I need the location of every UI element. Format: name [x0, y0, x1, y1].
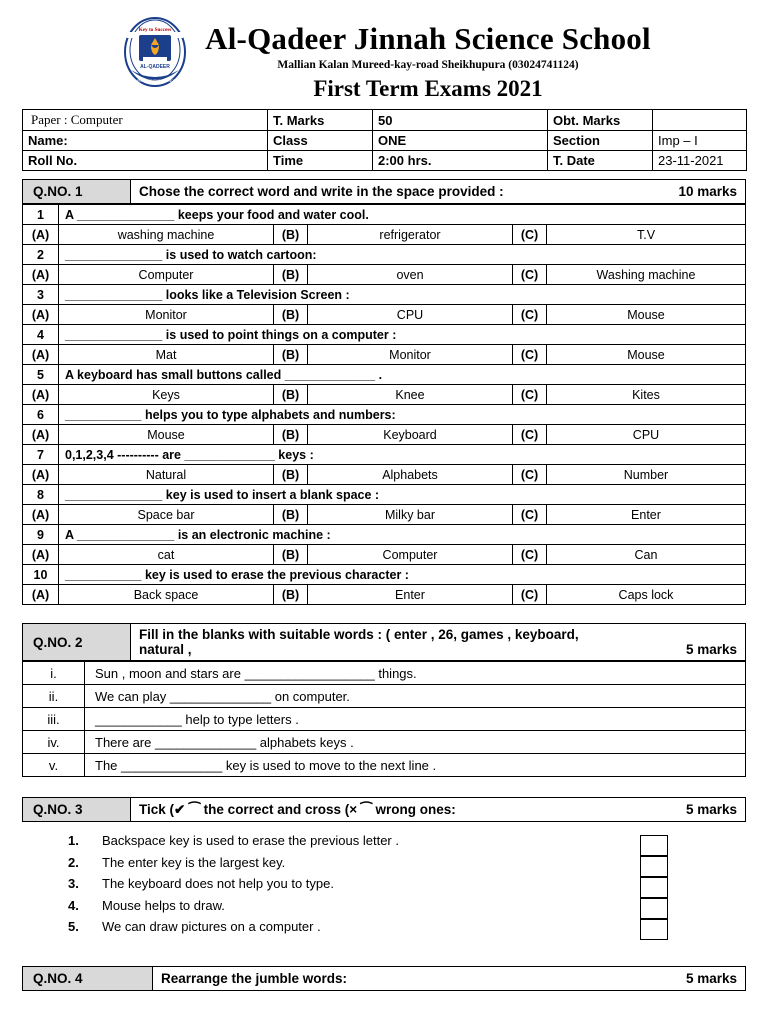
option-value[interactable]: Natural — [59, 465, 274, 485]
question-number: 5 — [23, 365, 59, 385]
option-key: (C) — [513, 585, 547, 605]
question-number: 2 — [23, 245, 59, 265]
option-key: (C) — [513, 545, 547, 565]
item-number: ii. — [23, 685, 85, 708]
table-row — [23, 966, 746, 990]
table-row — [23, 708, 746, 731]
svg-text:AL-QADEER: AL-QADEER — [140, 64, 171, 70]
option-value[interactable]: Mouse — [59, 425, 274, 445]
question-stem: ______________ key is used to insert a blank space : — [59, 485, 746, 505]
svg-text:A ROOF OF EXCELLENCE: A ROOF OF EXCELLENCE — [134, 79, 177, 83]
answer-box[interactable] — [640, 919, 668, 940]
table-row — [23, 405, 746, 425]
table-row — [23, 525, 746, 545]
question-stem: ______________ looks like a Television Screen : — [59, 285, 746, 305]
option-value[interactable]: Monitor — [59, 305, 274, 325]
obtained-marks-value[interactable] — [653, 110, 747, 131]
item-text: Mouse helps to draw. — [102, 897, 225, 913]
q2-instruction-line2-text: natural , — [139, 642, 192, 658]
table-row — [23, 305, 746, 325]
item-number: 4. — [68, 897, 79, 913]
option-value[interactable]: Kites — [547, 385, 746, 405]
option-key: (A) — [23, 465, 59, 485]
table-row — [23, 545, 746, 565]
item-number: iv. — [23, 731, 85, 754]
svg-text:Key to Success: Key to Success — [138, 27, 172, 33]
table-row — [23, 225, 746, 245]
question-1-table — [22, 204, 746, 605]
table-row — [23, 505, 746, 525]
q1-instruction-text: Chose the correct word and write in the space provided : — [139, 184, 504, 200]
student-info-table — [22, 109, 747, 171]
table-row — [23, 731, 746, 754]
option-value[interactable]: CPU — [308, 305, 513, 325]
q4-instruction-text: Rearrange the jumble words: — [161, 970, 348, 986]
table-row — [23, 151, 747, 171]
option-value[interactable]: Milky bar — [308, 505, 513, 525]
option-value[interactable]: Number — [547, 465, 746, 485]
table-row — [23, 345, 746, 365]
option-value[interactable]: Keys — [59, 385, 274, 405]
question-stem: ___________ key is used to erase the previous character : — [59, 565, 746, 585]
item-text: We can draw pictures on a computer . — [102, 919, 321, 935]
option-value[interactable]: Computer — [59, 265, 274, 285]
question-stem: ___________ helps you to type alphabets and numbers: — [59, 405, 746, 425]
q3-instruction — [131, 798, 746, 822]
table-row — [23, 662, 746, 685]
question-stem: A ______________ keeps your food and water cool. — [59, 205, 746, 225]
table-row — [23, 245, 746, 265]
item-text[interactable]: Sun , moon and stars are __________________ things. — [85, 662, 746, 685]
option-key: (A) — [23, 225, 59, 245]
option-key: (A) — [23, 585, 59, 605]
name-label: Name: — [23, 131, 268, 151]
q2-instruction-line2 — [139, 642, 737, 657]
header-text-block — [205, 16, 651, 102]
q3-label: Q.NO. 3 — [23, 798, 131, 822]
option-key: (C) — [513, 425, 547, 445]
question-3-list — [22, 830, 746, 938]
time-value: 2:00 hrs. — [373, 151, 548, 171]
option-value[interactable]: Mouse — [547, 305, 746, 325]
q2-marks: 5 marks — [685, 642, 737, 658]
q4-label: Q.NO. 4 — [23, 966, 153, 990]
section-label: Section — [548, 131, 653, 151]
question-stem: 0,1,2,3,4 ---------- are _____________ keys : — [59, 445, 746, 465]
option-key: (C) — [513, 385, 547, 405]
item-number: v. — [23, 754, 85, 777]
question-number: 6 — [23, 405, 59, 425]
option-key: (C) — [513, 265, 547, 285]
table-row — [23, 325, 746, 345]
option-value[interactable]: Enter — [547, 505, 746, 525]
option-key: (A) — [23, 425, 59, 445]
q2-instruction-line1: Fill in the blanks with suitable words : ( enter , 26, games , keyboard, — [139, 627, 579, 643]
option-value[interactable]: Enter — [308, 585, 513, 605]
option-value[interactable]: Mat — [59, 345, 274, 365]
table-row — [23, 285, 746, 305]
table-row — [23, 110, 747, 131]
item-text[interactable]: There are ______________ alphabets keys . — [85, 731, 746, 754]
q1-label: Q.NO. 1 — [23, 180, 131, 204]
option-value[interactable]: washing machine — [59, 225, 274, 245]
class-value: ONE — [373, 131, 548, 151]
answer-box-column — [640, 835, 668, 940]
q3-marks: 5 marks — [685, 801, 737, 817]
option-value[interactable]: Mouse — [547, 345, 746, 365]
question-number: 3 — [23, 285, 59, 305]
question-3-block — [22, 797, 746, 938]
option-key: (C) — [513, 305, 547, 325]
item-number: 2. — [68, 854, 79, 870]
table-row — [23, 265, 746, 285]
answer-box[interactable] — [640, 877, 668, 898]
table-row — [23, 131, 747, 151]
item-text[interactable]: We can play ______________ on computer. — [85, 685, 746, 708]
table-row — [23, 485, 746, 505]
table-row — [23, 565, 746, 585]
question-number: 10 — [23, 565, 59, 585]
option-value[interactable]: Back space — [59, 585, 274, 605]
option-value[interactable]: cat — [59, 545, 274, 565]
q1-marks: 10 marks — [678, 184, 737, 200]
table-row — [23, 205, 746, 225]
option-key: (A) — [23, 265, 59, 285]
option-value[interactable]: oven — [308, 265, 513, 285]
exam-title: First Term Exams 2021 — [313, 76, 543, 102]
option-key: (C) — [513, 505, 547, 525]
table-row — [23, 754, 746, 777]
question-number: 7 — [23, 445, 59, 465]
table-row — [23, 425, 746, 445]
school-name: Al-Qadeer Jinnah Science School — [205, 21, 651, 56]
option-key: (B) — [274, 305, 308, 325]
school-address: Mallian Kalan Mureed-kay-road Sheikhupura (03024741124) — [277, 59, 579, 72]
question-stem: ______________ is used to point things on a computer : — [59, 325, 746, 345]
item-number: i. — [23, 662, 85, 685]
option-value[interactable]: Computer — [308, 545, 513, 565]
q2-label: Q.NO. 2 — [23, 624, 131, 661]
question-number: 4 — [23, 325, 59, 345]
option-key: (B) — [274, 225, 308, 245]
school-logo — [117, 16, 193, 92]
option-value[interactable]: Alphabets — [308, 465, 513, 485]
question-stem: A keyboard has small buttons called _____________ . — [59, 365, 746, 385]
time-label: Time — [268, 151, 373, 171]
table-row — [23, 180, 746, 204]
q4-marks: 5 marks — [685, 970, 737, 986]
option-key: (B) — [274, 585, 308, 605]
table-row — [23, 685, 746, 708]
date-value: 23-11-2021 — [653, 151, 747, 171]
option-key: (B) — [274, 345, 308, 365]
option-key: (C) — [513, 345, 547, 365]
obtained-marks-label: Obt. Marks — [548, 110, 653, 131]
option-key: (A) — [23, 345, 59, 365]
option-key: (B) — [274, 465, 308, 485]
item-text: Backspace key is used to erase the previous letter . — [102, 833, 399, 849]
question-stem: ______________ is used to watch cartoon: — [59, 245, 746, 265]
question-1-header — [22, 179, 746, 204]
answer-box[interactable] — [640, 856, 668, 877]
roll-no-label: Roll No. — [23, 151, 268, 171]
total-marks-value: 50 — [373, 110, 548, 131]
answer-box[interactable] — [640, 835, 668, 856]
option-key: (A) — [23, 305, 59, 325]
item-number: 5. — [68, 919, 79, 935]
table-row — [23, 798, 746, 822]
option-key: (B) — [274, 265, 308, 285]
question-number: 8 — [23, 485, 59, 505]
q3-instruction-text: Tick (✔ ⁀ the correct and cross (× ⁀ wrong ones: — [139, 801, 456, 817]
option-key: (A) — [23, 385, 59, 405]
question-2-header — [22, 623, 746, 661]
option-key: (B) — [274, 545, 308, 565]
table-row — [23, 465, 746, 485]
option-value[interactable]: Caps lock — [547, 585, 746, 605]
date-label: T. Date — [548, 151, 653, 171]
class-label: Class — [268, 131, 373, 151]
q4-instruction — [153, 966, 746, 990]
question-number: 9 — [23, 525, 59, 545]
question-number: 1 — [23, 205, 59, 225]
question-2-table — [22, 661, 746, 777]
option-value[interactable]: Knee — [308, 385, 513, 405]
option-value[interactable]: CPU — [547, 425, 746, 445]
option-key: (B) — [274, 385, 308, 405]
question-stem: A ______________ is an electronic machine : — [59, 525, 746, 545]
table-row — [23, 585, 746, 605]
option-key: (A) — [23, 545, 59, 565]
option-value[interactable]: Space bar — [59, 505, 274, 525]
paper-label: Paper : Computer — [23, 110, 268, 131]
table-row — [23, 385, 746, 405]
answer-box[interactable] — [640, 898, 668, 919]
question-3-header — [22, 797, 746, 822]
q2-instruction — [131, 624, 746, 661]
item-text[interactable]: The ______________ key is used to move to the next line . — [85, 754, 746, 777]
item-text[interactable]: ____________ help to type letters . — [85, 708, 746, 731]
item-number: 3. — [68, 876, 79, 892]
option-key: (C) — [513, 465, 547, 485]
option-value[interactable]: Can — [547, 545, 746, 565]
item-number: 1. — [68, 833, 79, 849]
section-value: Imp – I — [653, 131, 747, 151]
option-value[interactable]: refrigerator — [308, 225, 513, 245]
item-text: The enter key is the largest key. — [102, 854, 286, 870]
option-value[interactable]: Washing machine — [547, 265, 746, 285]
table-row — [23, 624, 746, 661]
q1-instruction — [131, 180, 746, 204]
item-text: The keyboard does not help you to type. — [102, 876, 334, 892]
option-value[interactable]: Monitor — [308, 345, 513, 365]
total-marks-label: T. Marks — [268, 110, 373, 131]
item-number: iii. — [23, 708, 85, 731]
option-key: (C) — [513, 225, 547, 245]
option-key: (B) — [274, 425, 308, 445]
table-row — [23, 365, 746, 385]
option-key: (B) — [274, 505, 308, 525]
option-key: (A) — [23, 505, 59, 525]
option-value[interactable]: Keyboard — [308, 425, 513, 445]
question-4-header — [22, 966, 746, 991]
option-value[interactable]: T.V — [547, 225, 746, 245]
document-header — [22, 10, 746, 102]
table-row — [23, 445, 746, 465]
